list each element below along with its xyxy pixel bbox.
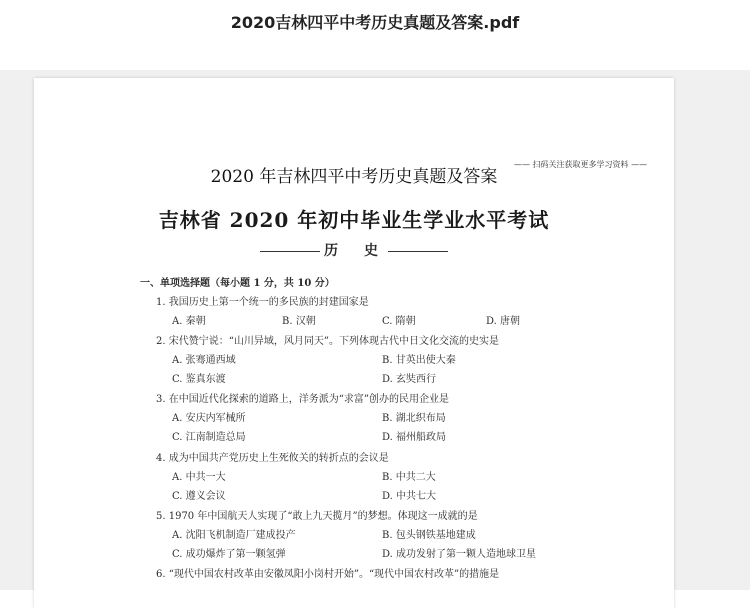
question-4: 4. 成为中国共产党历史上生死攸关的转折点的会议是 [156,453,389,464]
section-heading: 一、单项选择题（每小题 1 分，共 10 分） [140,278,335,289]
question-2: 2. 宋代赞宁说：“山川异域，风月同天”。下列体现古代中日文化交流的史实是 [156,336,499,347]
document-title: 2020 年吉林四平中考历史真题及答案 [210,167,498,187]
file-title: 2020吉林四平中考历史真题及答案.pdf [230,13,520,32]
question-2-option-d: D. 玄奘西行 [382,374,437,385]
question-2-option-a: A. 张骞通西域 [172,355,236,366]
question-6: 6. “现代中国农村改革由安徽凤阳小岗村开始”。“现代中国农村改革”的措施是 [156,569,500,580]
file-header [0,0,750,70]
subject-heading: 历 史 [134,240,574,260]
question-3-option-d: D. 福州船政局 [382,432,447,443]
question-5-option-a: A. 沈阳飞机制造厂建成投产 [172,530,296,541]
question-1-option-b: B. 汉朝 [282,316,316,327]
question-2-option-b: B. 甘英出使大秦 [382,355,456,366]
scanned-exam [134,198,574,608]
exam-title: 吉林省 2020 年初中毕业生学业水平考试 [158,208,550,232]
question-5-option-d: D. 成功发射了第一颗人造地球卫星 [382,549,537,560]
question-1-option-c: C. 隋朝 [382,316,416,327]
question-3-option-a: A. 安庆内军械所 [172,413,246,424]
question-4-option-c: C. 遵义会议 [172,491,226,502]
question-3: 3. 在中国近代化探索的道路上，洋务派为“求富”创办的民用企业是 [156,394,449,405]
question-3-option-c: C. 江南制造总局 [172,432,246,443]
question-5-option-b: B. 包头钢铁基地建成 [382,530,476,541]
question-1: 1. 我国历史上第一个统一的多民族的封建国家是 [156,297,369,308]
pdf-page [34,78,674,608]
question-1-option-d: D. 唐朝 [486,316,521,327]
question-3-option-b: B. 湖北织布局 [382,413,446,424]
question-2-option-c: C. 鉴真东渡 [172,374,226,385]
scan-tip: —— 扫码关注获取更多学习资料 —— [514,159,659,170]
pdf-viewer[interactable] [0,70,750,590]
question-4-option-b: B. 中共二大 [382,472,436,483]
question-1-option-a: A. 秦朝 [172,316,206,327]
question-4-option-a: A. 中共一大 [172,472,226,483]
question-4-option-d: D. 中共七大 [382,491,437,502]
question-5: 5. 1970 年中国航天人实现了“敢上九天揽月”的梦想。体现这一成就的是 [156,511,478,522]
question-5-option-c: C. 成功爆炸了第一颗氢弹 [172,549,286,560]
